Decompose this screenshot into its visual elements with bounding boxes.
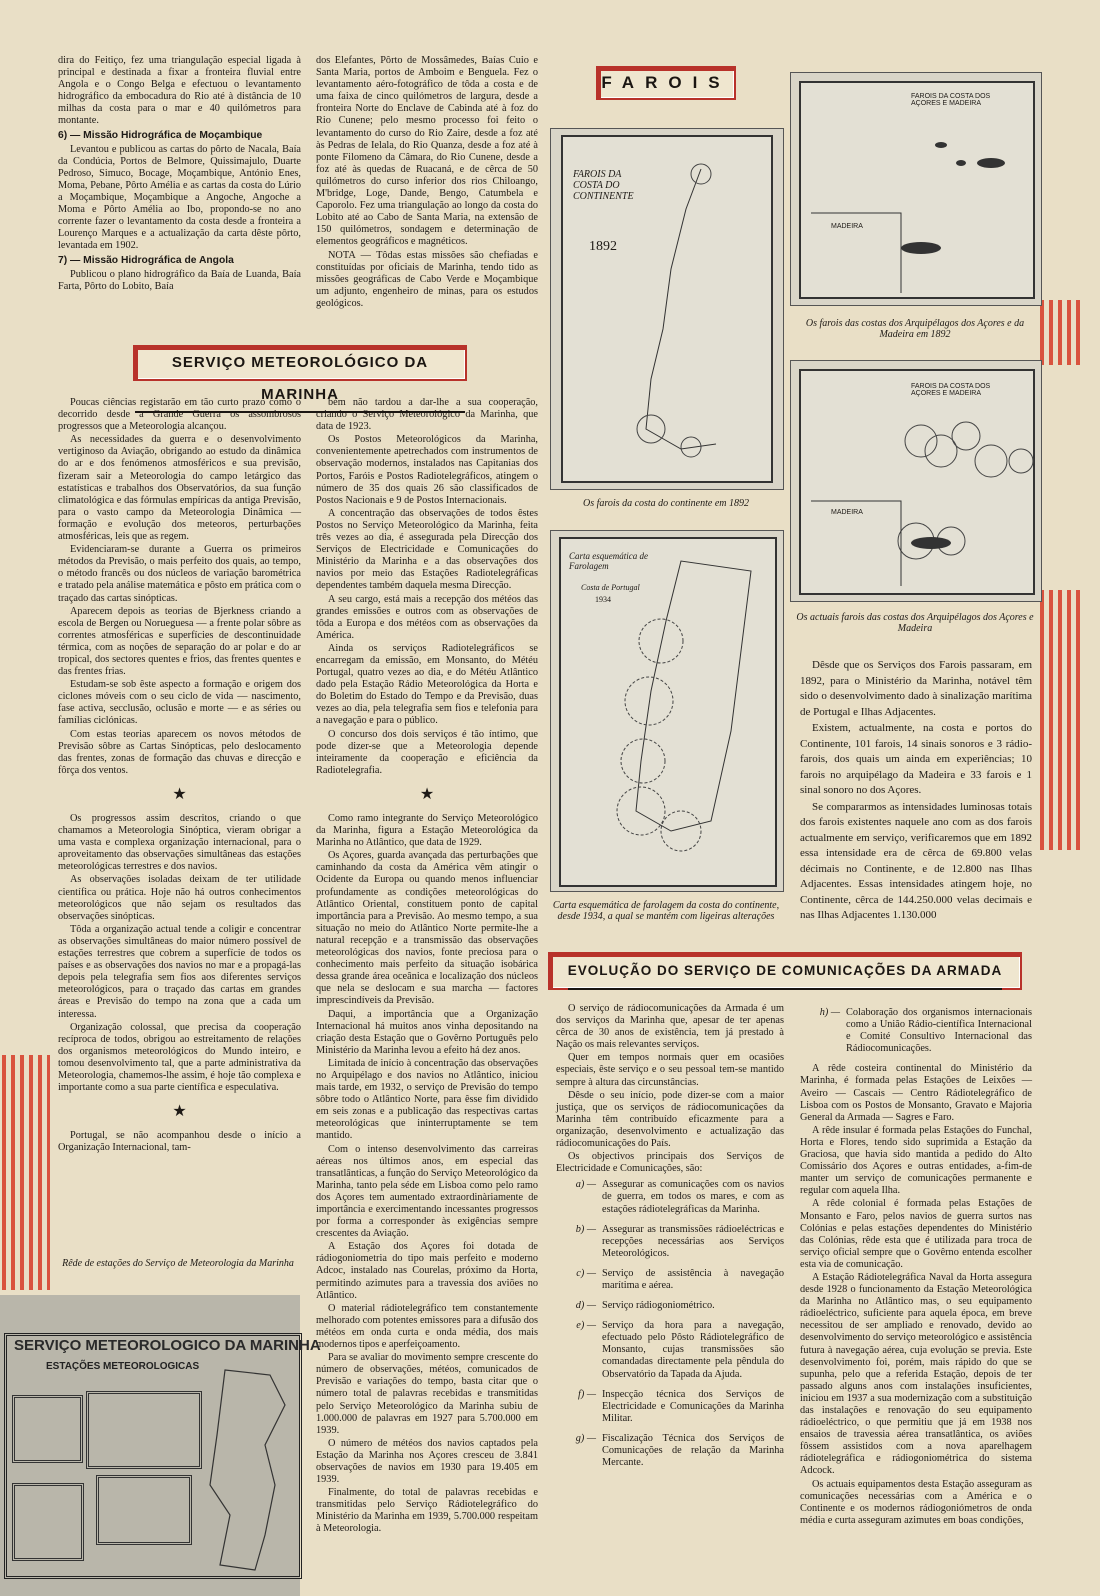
- red-ornament-right-mid: [1040, 590, 1080, 850]
- meteo-map-subtitle: ESTAÇÕES METEOROLOGICAS: [46, 1361, 200, 1372]
- objective-item: [556, 1268, 784, 1292]
- paragraph: Finalmente, do total de palavras recebidas e transmitidas pelo Serviço Rádiotelegráfico do Ministério da Marinha em 1939, 5.700.000 respeitam à Meteorologia.: [316, 1487, 538, 1535]
- paragraph: Levantou e publicou as cartas do pôrto de Nacala, Baía da Condúcia, Portos de Belmore, Quissimajulo, Duarte Pedroso, Simuco, Bocage, Moçambique, António Enes, Moma, Pebane, Pôrto Amélia e as cartas da costa do Lúrio a Moçambique, Moçambique a Angoche, Angoche a Moma e Pôrto Amélia ao Ibo, propondo-se no ano corrente fazer o levantamento da costa desde a fronteira a Lourenço Marques e a actualização da carta dêste pôrto, levantada em 1902.: [58, 143, 301, 252]
- objective-item: [556, 1300, 784, 1312]
- paragraph: O serviço de rádiocomunicações da Armada é um dos serviços da Marinha que, apesar de ter apenas cêrca de 30 anos de existência, tem já prestado à Nação os mais relevantes serviços.: [556, 1003, 784, 1051]
- paragraph: Com estas teorias aparecem os novos métodos de Previsão sôbre as Cartas Sinópticas, pelo deslocamento das frentes, zonas de formação das chuvas e direcção e fôrça dos ventos.: [58, 728, 301, 776]
- item-text: Serviço de assistência à navegação marítima e aérea.: [602, 1267, 784, 1291]
- paragraph: NOTA — Tôdas estas missões são chefiadas e constituídas por oficiais de Marinha, tendo tido as missões geográficas de Cabo Verde e Moçambique um adjunto, engenheiro de minas, para os estudos geológicos.: [316, 249, 538, 309]
- map-1934-sub: Costa de Portugal: [581, 583, 640, 592]
- objective-item: [800, 1007, 1032, 1055]
- item-text: Serviço rádiogoniométrico.: [602, 1300, 715, 1312]
- star-separator: ★: [172, 785, 187, 803]
- paragraph: A Estação dos Açores foi dotada de rádiogoniometria do tipo mais perfeito e moderno Adcoc, instalado nas Courelas, próximo da Horta, permitindo azimutes para a travessia dos aviões no Atlântico.: [316, 1241, 538, 1301]
- item-text: Serviço da hora para a navegação, efectuado pelo Pôsto Rádiotelegráfico de Monsanto, cujas transmissões são comandadas directamente pela pêndula do Observatório da Tapada da Ajuda.: [602, 1320, 784, 1380]
- paragraph: dira do Feitiço, fez uma triangulação especial ligada à principal e destinada a fixar a fronteira fluvial entre Angola e o Congo Belga e efectuou o levantamento hidrográfico da embocadura do Rio até à distância de 10 milhas da costa para o mar e 40 quilómetros para montante.: [58, 55, 301, 127]
- article-evolucao-col2: [800, 1003, 1032, 1528]
- map-farois-1934: [550, 530, 784, 892]
- objective-item: [556, 1179, 784, 1215]
- paragraph: Estudam-se sob êste aspecto a formação e origem dos ciclones móveis com o seu ciclo de vida — nascimento, fase activa, secclusão, oclusão e morte — e as séries ou famílias ciclónicas.: [58, 679, 301, 727]
- paragraph: A concentração das observações de todos êstes Postos no Serviço Meteorológico da Marinha, feita três vezes ao dia, é assegurada pela Direcção dos Serviços de Electricidade e Comunicações do Ministério da Marinha e a das observações dos navios por meio das Estações Radiotelegráficas dependentes também daquela mesma Direcção.: [316, 507, 538, 592]
- map-ilhas-title: FAROIS DA COSTA DOS AÇORES E MADEIRA: [911, 93, 991, 107]
- paragraph: Tôda a organização actual tende a coligir e concentrar as observações simultâneas do maior número possível de estações terrestres que cobrem a superfície de todos os países e as observações dos navios no mar e a propagá-las depois pela telegrafia sem fios aos diferentes serviços meteorológicos, para o traçado das cartas em grandes áreas e Previsão do tempo na zona que a cada um interessa.: [58, 923, 301, 1020]
- coastline-icon: [551, 129, 783, 489]
- red-ornament-left: [2, 1055, 50, 1290]
- item-letter: f) —: [577, 1388, 596, 1400]
- caption-continente-1892: Os farois da costa do continente em 1892: [582, 498, 749, 509]
- item-letter: g) —: [575, 1432, 596, 1444]
- map-farois-ilhas-1892: [790, 72, 1042, 306]
- paragraph: Existem, actualmente, na costa e portos do Continente, 101 farois, 14 sinais sonoros e 3 rádio-farois, dos quais um ainda em experiências; 10 farois no arquipélago da Madeira e 33 farois e 1 sinal sonoro no dos Açores.: [800, 722, 1032, 796]
- map-1934-year: 1934: [595, 595, 611, 604]
- article-meteo-col1: [58, 397, 301, 1155]
- paragraph: A rêde insular é formada pelas Estações do Funchal, Horta e Flores, tendo sido suprimida a Estação da Graciosa, que havia sido mantida a pedido do Alto Comissário dos Açores e outras entidades, a-fim-de manter um serviço de comunicações permanente e regular com aquela Ilha.: [800, 1124, 1032, 1197]
- objective-item: [556, 1224, 784, 1260]
- star-separator: ★: [419, 785, 435, 803]
- paragraph: Como ramo integrante do Serviço Meteorológico da Marinha, figura a Estação Meteorológica da Marinha no Atlântico, que data de 1929.: [316, 813, 538, 849]
- item-text: Assegurar as transmissões rádioeléctricas e recepções necessárias aos Serviços Meteorológicos.: [602, 1223, 784, 1259]
- evolucao-heading-text: EVOLUÇÃO DO SERVIÇO DE COMUNICAÇÕES DA ARMADA: [568, 954, 1003, 990]
- map-farois-ilhas-actuais: [790, 360, 1042, 602]
- item-letter: h) —: [819, 1007, 840, 1018]
- map-ilhas-label: MADEIRA: [831, 223, 863, 230]
- objective-item: [556, 1320, 784, 1380]
- evolucao-heading: [548, 952, 1022, 990]
- item-letter: e) —: [576, 1320, 596, 1332]
- paragraph: A rêde costeira continental do Ministério da Marinha, é formada pelas Estações de Leixões — Aveiro — Cascais — Centro Rádiotelegráfico de Lisboa com os Postos de Monsanto, Gravato e Majoria General da Armada — Sagres e Faro.: [800, 1063, 1032, 1123]
- map-1892-title: FAROIS DA COSTA DO CONTINENTE: [573, 169, 634, 202]
- farois-heading-text: FAROIS: [601, 73, 731, 92]
- meteo-map-title: SERVIÇO METEOROLOGICO DA MARINHA: [14, 1337, 321, 1354]
- article-meteo-col2: [316, 397, 538, 1537]
- meteo-heading-text: SERVIÇO METEOROLÓGICO DA MARINHA: [135, 347, 465, 413]
- objective-item: [556, 1389, 784, 1425]
- star-separator: ★: [172, 1103, 187, 1121]
- caption-ilhas-1892: Os farois das costas dos Arquipélagos dos Açores e da Madeira em 1892: [805, 318, 1025, 340]
- map-farois-1892: [550, 128, 784, 490]
- article-hydro-col2: [316, 55, 538, 311]
- paragraph: Para se avaliar do movimento sempre crescente do número de observações, météos, comunicados de Previsão e variações do tempo, basta citar que o número total de palavras recebidas e transmitidas pelo Serviço Meteorológico da Marinha subiu de 1.000.000 de palavras em 1927 para 5.700.000 em 1939.: [316, 1352, 538, 1436]
- paragraph: Os objectivos principais dos Serviços de Electricidade e Comunicações, são:: [556, 1151, 784, 1175]
- item-text: Assegurar as comunicações com os navios de guerra, em todos os mares, e com as estações rádiotelegráficas da Marinha.: [602, 1179, 784, 1215]
- item-letter: a) —: [575, 1179, 596, 1191]
- coastline-icon: [551, 531, 783, 891]
- article-evolucao-col1: [556, 1003, 784, 1477]
- article-farois: [800, 658, 1032, 925]
- item-letter: d) —: [575, 1300, 596, 1312]
- paragraph: Se compararmos as intensidades luminosas totais dos farois existentes naquele ano com as dos farois actualmente em serviço, verificaremos que em 1892 essa intensidade era de cêrca de 69.800 velas décimais no Continente, e de 12.800 nas Ilhas Adjacentes. Essas intensidades atingem hoje, no Continente, cêrca de 144.250.000 velas decimais e nas Ilhas Adjacentes 1.130.000: [800, 800, 1032, 921]
- paragraph: Limitada de início à concentração das observações no Arquipélago e dos navios no Atlântico, iniciou mais tarde, em 1932, o serviço de Previsão do tempo sôbre todo o Atlântico Norte, para êsse fim dividido em seis zonas e a publicação das respectivas cartas meteorológicas que ininterruptamente se tem mantido.: [316, 1057, 538, 1142]
- paragraph: Evidenciaram-se durante a Guerra os primeiros métodos da Previsão, o mais perfeito dos quais, ao tempo, o método francês ou dos núcleos de variação barométrica e tratado pela análise matemática e pôsto em prática com o traçado das cartas sinópticas.: [58, 544, 301, 604]
- red-ornament-right-top: [1040, 300, 1080, 365]
- paragraph: O material rádiotelegráfico tem constantemente melhorado com potentes emissores para a difusão dos météos em onda curta e onda média, dos mais modernos tipos e aperfeiçoamento.: [316, 1302, 538, 1351]
- paragraph: bém não tardou a dar-lhe a sua cooperação, criando o Serviço Meteorológico da Marinha, que data de 1923.: [316, 397, 538, 433]
- map-ilhas-actuais-title: FAROIS DA COSTA DOS AÇORES E MADEIRA: [911, 383, 991, 397]
- paragraph: Os Açores, guarda avançada das perturbações que caminhando da costa da América vêm atingir o Ocidente da Europa ou quando menos influenciar profundamente as condições meteorológicas do Atlântico Oriental, constituem ponto de capital importância para a Previsão. Ao mesmo tempo, a sua situação no meio do Atlântico Norte permite-lhe a natural recepção e a transmissão das observações meteorológicas dos navios, fonte preciosa para o conhecimento mais perfeito da situação isobárica dessa grande área oceânica e localização dos núcleos que nela se deslocam e sua marcha — factores imprescindíveis da Previsão.: [316, 850, 538, 1007]
- map-ilhas-actuais-label: MADEIRA: [831, 509, 863, 516]
- item-letter: b) —: [575, 1223, 596, 1235]
- paragraph: Quer em tempos normais quer em ocasiões especiais, êste serviço e o seu pessoal tem-se mantido sempre à altura das circunstâncias.: [556, 1052, 784, 1088]
- item-text: Colaboração dos organismos internacionais como a União Rádio-científica Internacional e Comité Consultivo Internacional das Rádiocomunicações.: [846, 1007, 1032, 1055]
- paragraph: Portugal, se não acompanhou desde o início a Organização Internacional, tam-: [58, 1130, 301, 1154]
- paragraph: As observações isoladas deixam de ter utilidade científica ou prática. Hoje não há outros conhecimentos meteorológicos que não sejam os resultados das observações sinópticas.: [58, 874, 301, 922]
- paragraph: As necessidades da guerra e o desenvolvimento vertiginoso da Aviação, obrigando ao estudo da dinâmica do ar e dos fenómenos atmosféricos e sua previsão, fizeram sair a Meteorologia do campo letárgico das estatísticas e trabalhos dos Observatórios, da sua função climatológica e das fórmulas empíricas da antiga Previsão, para o vasto campo da Meteorologia Dinâmica — formação e evolução dos meteoros, perturbações atmosféricas, leis que as regem.: [58, 434, 301, 543]
- paragraph: A seu cargo, está mais a recepção dos météos das grandes emissões e outros com as observações de tôda a Europa e dos météos com as observações da América.: [316, 593, 538, 641]
- item-letter: c) —: [576, 1267, 596, 1279]
- farois-heading: [596, 66, 736, 100]
- map-1934-title: Carta esquemática de Farolagem: [569, 551, 648, 571]
- paragraph: Poucas ciências registarão em tão curto prazo como o decorrido desde a Grande Guerra os assombrosos progressos que a Meteorologia alcançou.: [58, 397, 301, 433]
- paragraph: Os actuais equipamentos desta Estação asseguram as comunicações necessárias com a América e o Continente e os modernos rádiogoniómetros de onda média e curta asseguram azimutes em boas condições,: [800, 1478, 1032, 1526]
- item-text: Fiscalização Técnica dos Serviços de Comunicações de relação da Marinha Mercante.: [602, 1432, 784, 1469]
- map-1892-year: 1892: [589, 239, 617, 254]
- subheading: 7) — Missão Hidrográfica de Angola: [58, 254, 234, 266]
- paragraph: O concurso dos dois serviços é tão íntimo, que pode dizer-se que a Meteorologia depende inteiramente da cooperação e eficiência da Radiotelegrafia.: [316, 728, 538, 776]
- paragraph: Os Postos Meteorológicos da Marinha, convenientemente apetrechados com instrumentos de observação modernos, instalados nas Capitanias dos Portos, Faróis e Postos Radiotelegráficos, atingem o número de 35 dos quais 26 são classificados de Postos Nacionais e 9 de Postos Internacionais.: [316, 434, 538, 506]
- paragraph: A Estação Rádiotelegráfica Naval da Horta assegura desde 1928 o funcionamento da Estação Meteorológica da Marinha no Atlântico mas, o seu equipamento rádioeléctrico, suficiente para aquela época, em breve necessitou de ser ampliado e renovado, devido ao desenvolvimento do serviço meteorológico e assistência futura à navegação aérea, cuja evolução se previa. Este desenvolvimento foi, porém, mais rápido do que se supunha, pelo que a referida Estação, depois de ter passado alguns anos com instalações insuficientes, iniciou em 1937 a sua modernização com a substituição das instalações e renovação do seu equipamento rádioeléctrico, o que permitiu que já em 1938 nos ensaios de travessia aérea transatlântica, os aviões fôssem assistidos com a nova aparelhagem rádiotelegráfica e rádiogoniométrica do sistema Adcock.: [800, 1271, 1032, 1477]
- meteo-map-caption: Rêde de estações do Serviço de Meteorologia da Marinha: [62, 1258, 294, 1269]
- paragraph: Os progressos assim descritos, criando o que chamamos a Meteorologia Sinóptica, vieram obrigar a uma vasta e complexa organização internacional, para o aproveitamento das observações simultâneas das estações meteorológicas terrestres e dos navios.: [58, 813, 301, 873]
- paragraph: Organização colossal, que precisa da cooperação recíproca de todos, obrigou ao estreitamento de relações dos organismos meteorológicos do Mundo inteiro, e tomou desenvolvimento tal, que a parte administrativa da Meteorologia, chamemos-lhe assim, é hoje tão complexa e importante como a sua parte científica e especulativa.: [58, 1021, 301, 1094]
- paragraph: Dêsde que os Serviços dos Farois passaram, em 1892, para o Ministério da Marinha, notável têm sido o desenvolvimento dado à sinalização marítima de Portugal e Ilhas Adjacentes.: [800, 659, 1032, 718]
- article-hydro-col1: [58, 55, 301, 294]
- islands-lighthouse-icon: [791, 361, 1041, 601]
- paragraph: A rêde colonial é formada pelas Estações de Monsanto e Faro, pelos navios de guerra surtos nas Colónias e pelas estações dependentes do Ministério das Colónias, rêde esta que é utilizada para troca de serviço oficial sempre que o Govêrno entenda escolher esta via de comunicação.: [800, 1198, 1032, 1270]
- caption-ilhas-actuais: Os actuais farois das costas dos Arquipélagos dos Açores e Madeira: [796, 612, 1034, 634]
- paragraph: Aparecem depois as teorias de Bjerkness criando a escola de Bergen ou Norueguesa — a frente polar sôbre as correntes atmosféricas e superfícies de descontinuidade térmica, com as noções de separação do ar polar e do ar tropical, dos sectores quentes e frios, das frentes quentes e das frentes frias.: [58, 605, 301, 678]
- item-text: Inspecção técnica dos Serviços de Electricidade e Comunicações da Marinha Militar.: [602, 1388, 784, 1424]
- meteo-section-heading: [133, 345, 467, 403]
- paragraph: dos Elefantes, Pôrto de Mossâmedes, Baías Cuio e Santa Maria, portos de Amboim e Benguela. Fez o levantamento aéro-fotográfico de tôda a costa e de uma faixa de cinco quilómetros de largura, desde a fronteira Norte do Enclave de Cabinda até à foz do Rio Cunene; pelo mesmo processo foi feito o levantamento do curso do Rio Zaire, desde a foz até às Pedras de Ielala, do Rio Quanza, desde a foz até à ponte Filomeno da Câmara, do Rio Cunene, desde a foz até às quedas de Ruacaná, e de cêrca de 50 quilómetros do curso inferior dos rios Chiloango, M'bridge, Loge, Dande, Bengo, Catumbela e Caporolo. Fez uma triangulação ao longo da costa do Lobito até ao Cabo de Santa Maria, na extensão de 150 quilómetros, sondagem e determinação de elementos geográficos e magnéticos.: [316, 55, 538, 248]
- paragraph: Com o intenso desenvolvimento das carreiras aéreas nos últimos anos, em especial das transatlânticas, a função do Serviço Meteorológico da Marinha, tanto pela séde em Lisboa como pelo ramo dos Açores tem aumentado extraordinàriamente de importância e exercimentando incessantes progressos por forma a corresponder às exigências sempre crescentes da Aviação.: [316, 1143, 538, 1240]
- objective-item: [556, 1433, 784, 1469]
- paragraph: Daqui, a importância que a Organização Internacional há muitos anos vinha depositando na criação desta Estação que o Govêrno Português pelo Ministério da Marinha levou a efeito há dez anos.: [316, 1008, 538, 1056]
- caption-continente-1934: Carta esquemática de farolagem da costa do continente, desde 1934, a qual se mantém com ligeiras alterações: [552, 900, 780, 922]
- meteo-stations-map: [0, 1295, 321, 1596]
- paragraph: Ainda os serviços Radiotelegráficos se encarregam da emissão, em Monsanto, do Météu Portugal, quatro vezes ao dia, e do Météu Atlântico dado pela Estação Rádio Meteorológica da Horta e do Boletim do Estado do Tempo e da Previsão, duas vezes ao dia, pela telegrafia sem fios e telefonia para a navegação e para o público.: [316, 642, 538, 727]
- paragraph: Publicou o plano hidrográfico da Baía de Luanda, Baía Farta, Pôrto do Lobito, Baía: [58, 268, 301, 292]
- paragraph: Dêsde o seu início, pode dizer-se com a maior justiça, que os serviços de rádiocomunicações da Marinha têm contribuído eficazmente para a organização, desenvolvimento e actualização das rádiocomunicações do País.: [556, 1089, 784, 1150]
- portugal-outline-icon: [195, 1365, 295, 1575]
- islands-icon: [791, 73, 1041, 305]
- subheading: 6) — Missão Hidrográfica de Moçambique: [58, 129, 263, 141]
- paragraph: O número de météos dos navios captados pela Estação da Marinha nos Açores cresceu de 3.841 observações de navios em 1930 para 19.405 em 1939.: [316, 1437, 538, 1486]
